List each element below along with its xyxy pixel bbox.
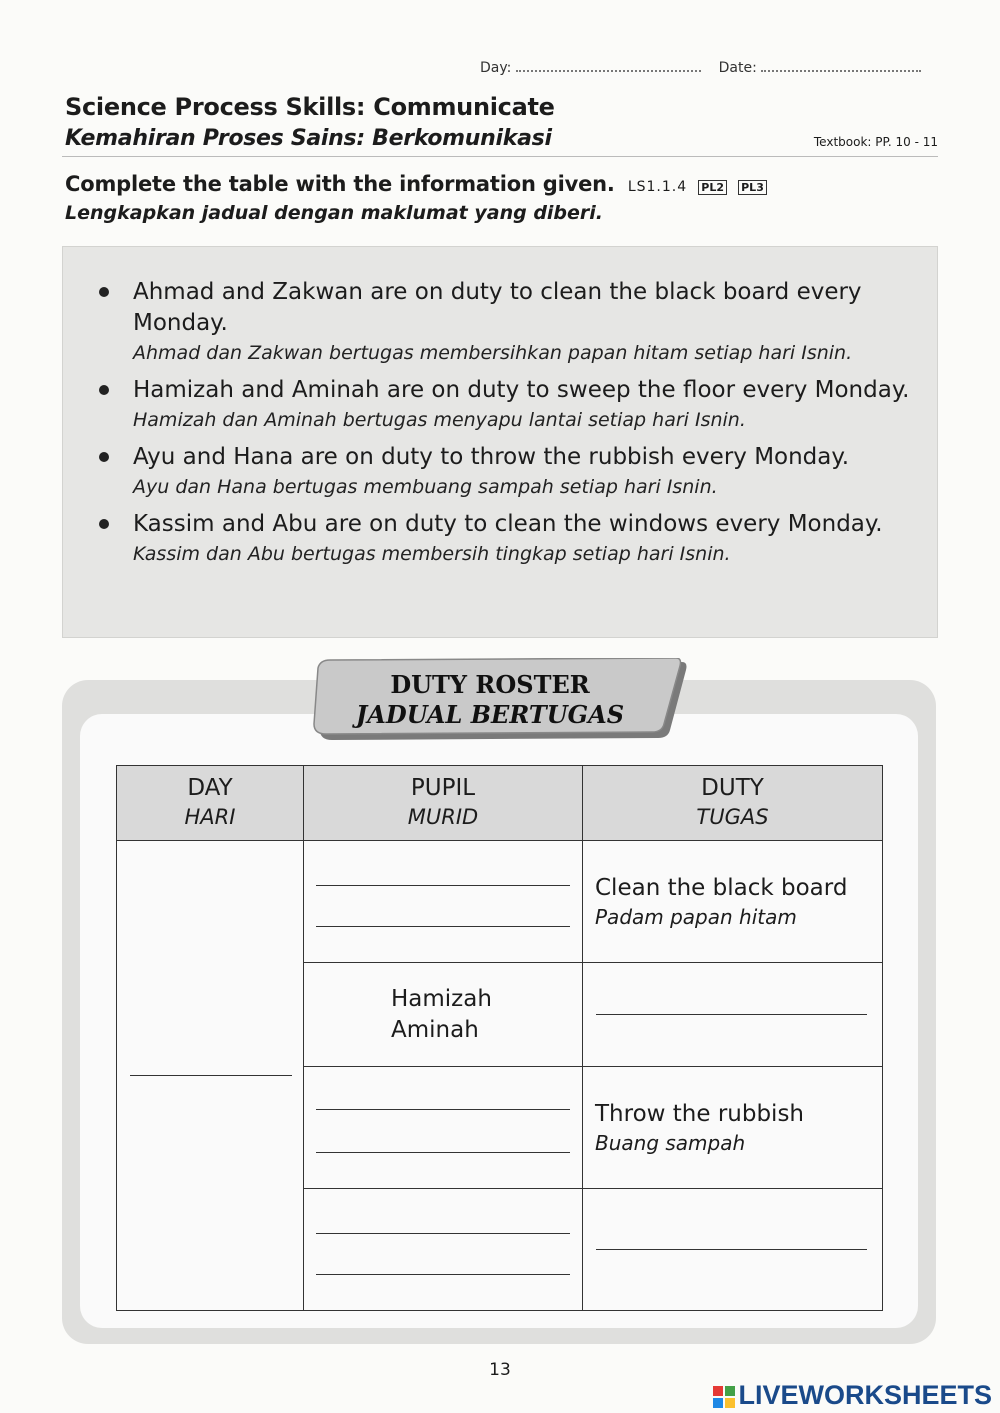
learning-standard-code: LS1.1.4 [627, 179, 688, 195]
brand-text: LIVEWORKSHEETS [738, 1380, 992, 1410]
duty-en: Clean the black board [595, 874, 848, 901]
column-header-pupil [304, 766, 583, 841]
liveworksheets-logo-icon [713, 1386, 735, 1408]
pupil-answer-blank[interactable] [316, 1109, 570, 1110]
info-item [133, 277, 917, 367]
liveworksheets-logo[interactable] [713, 1380, 992, 1411]
info-item-ms: Ahmad dan Zakwan bertugas membersihkan papan hitam setiap hari Isnin. [133, 342, 853, 364]
duty-answer-blank[interactable] [596, 1014, 867, 1015]
info-box [62, 246, 938, 638]
day-cell [117, 841, 304, 1311]
column-header-en: DAY [187, 775, 233, 801]
column-header-ms: TUGAS [696, 805, 769, 829]
pupil-name: Aminah [391, 1016, 479, 1043]
level-badge-pl3: PL3 [738, 180, 767, 195]
info-item-en: Hamizah and Aminah are on duty to sweep the floor every Monday. [133, 377, 910, 403]
info-item-en: Kassim and Abu are on duty to clean the windows every Monday. [133, 511, 883, 537]
table-row [117, 841, 883, 963]
column-header-en: DUTY [701, 775, 764, 801]
info-item-en: Ayu and Hana are on duty to throw the rubbish every Monday. [133, 444, 850, 470]
info-item-ms: Kassim dan Abu bertugas membersih tingkap setiap hari Isnin. [133, 543, 731, 565]
duty-ms: Padam papan hitam [595, 904, 797, 929]
page-title: Science Process Skills: Communicate [65, 93, 555, 121]
pupil-cell [304, 841, 583, 963]
date-field[interactable] [761, 58, 921, 72]
table-header-row [117, 766, 883, 841]
header-divider [62, 156, 938, 157]
textbook-reference: Textbook: PP. 10 - 11 [813, 135, 938, 149]
date-label: Date: [718, 60, 757, 76]
instruction-ms: Lengkapkan jadual dengan maklumat yang diberi. [65, 202, 604, 224]
pupil-name: Hamizah [391, 985, 492, 1012]
pupil-answer-blank[interactable] [316, 1233, 570, 1234]
duty-cell [583, 1189, 883, 1311]
info-item [133, 509, 917, 568]
instruction-en [65, 172, 767, 196]
pupil-cell [304, 1067, 583, 1189]
pupil-cell [304, 1189, 583, 1311]
info-item [133, 442, 917, 501]
day-date-line [480, 58, 921, 76]
pupil-answer-blank[interactable] [316, 885, 570, 886]
page-subtitle: Kemahiran Proses Sains: Berkomunikasi [65, 126, 552, 151]
column-header-en: PUPIL [410, 775, 476, 801]
duty-cell [583, 841, 883, 963]
duty-cell [583, 963, 883, 1067]
day-answer-wrap [118, 1075, 302, 1076]
info-item-ms: Hamizah dan Aminah bertugas menyapu lantai setiap hari Isnin. [133, 409, 746, 431]
pupil-names [305, 984, 581, 1046]
info-list [63, 247, 937, 568]
column-header-day [117, 766, 304, 841]
pupil-answer-blank[interactable] [316, 1152, 570, 1153]
level-badge-pl2: PL2 [698, 180, 727, 195]
info-item [133, 375, 917, 434]
duty-roster-table [116, 765, 883, 1311]
column-header-duty [583, 766, 883, 841]
day-label: Day: [480, 60, 512, 76]
day-field[interactable] [516, 58, 701, 72]
pupil-answer-blank[interactable] [316, 1274, 570, 1275]
pupil-answer-blank[interactable] [316, 926, 570, 927]
column-header-ms: HARI [184, 805, 236, 829]
instruction-text: Complete the table with the information given. [65, 172, 615, 196]
info-item-ms: Ayu dan Hana bertugas membuang sampah setiap hari Isnin. [133, 476, 718, 498]
pupil-cell [304, 963, 583, 1067]
day-answer-blank[interactable] [130, 1075, 292, 1076]
duty-cell [583, 1067, 883, 1189]
roster-title-ms: JADUAL BERTUGAS [355, 700, 625, 729]
roster-title-en: DUTY ROSTER [390, 670, 590, 699]
duty-answer-blank[interactable] [596, 1249, 867, 1250]
page-number: 13 [489, 1360, 511, 1380]
column-header-ms: MURID [407, 805, 479, 829]
duty-ms: Buang sampah [595, 1130, 746, 1155]
duty-en: Throw the rubbish [595, 1100, 805, 1127]
info-item-en: Ahmad and Zakwan are on duty to clean the black board every Monday. [133, 279, 862, 336]
roster-title [330, 670, 650, 730]
